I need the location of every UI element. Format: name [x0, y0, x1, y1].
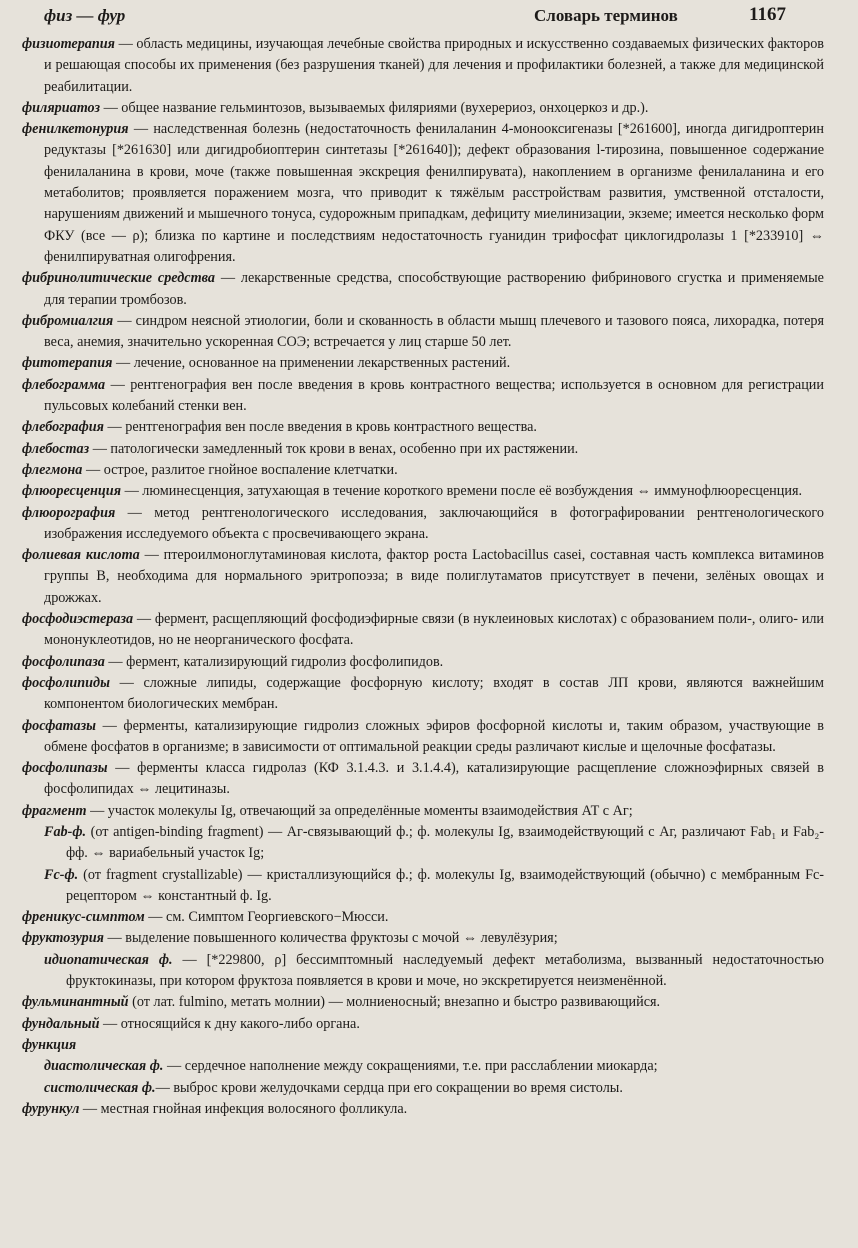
glossary-entry: [22, 801, 824, 822]
glossary-entry: [22, 119, 824, 268]
entry-definition: — область медицины, изучающая лечебные свойства природных и искусственно создаваемых физических факторов и решающая способы их применения (без разрушения тканей) для лечения и профилактики болезней, а также для медицинской реабилитации.: [44, 36, 824, 95]
header-title: Словарь терминов: [534, 6, 678, 25]
glossary-entries: [22, 34, 824, 1120]
glossary-subentry: [22, 950, 824, 993]
glossary-entry: [22, 1099, 824, 1120]
entry-term: фосфатазы: [22, 717, 96, 734]
entry-term: фосфолипиды: [22, 674, 110, 691]
entry-term: фурункул: [22, 1100, 80, 1117]
entry-definition: — выделение повышенного количества фруктозы с мочой ⇔ левулёзурия;: [103, 930, 558, 947]
entry-term: Fc-ф.: [44, 866, 79, 883]
entry-definition: (от fragment crystallizable) — кристаллизующийся ф.; ф. молекулы Ig, взаимодействующий (обычно) с мембранным Fc-рецептором ⇔ константный ф. Ig.: [66, 866, 824, 904]
entry-term: фрагмент: [22, 802, 87, 819]
entry-term: френикус-симптом: [22, 909, 145, 926]
entry-definition: — лечение, основанное на применении лекарственных растений.: [112, 355, 511, 372]
page-number: 1167: [749, 4, 786, 25]
glossary-entry: [22, 460, 824, 481]
glossary-entry: [22, 481, 824, 502]
glossary-entry: [22, 907, 824, 928]
entry-term: функция: [22, 1036, 77, 1053]
glossary-subentry: [22, 865, 824, 908]
entry-definition: — участок молекулы Ig, отвечающий за определённые моменты взаимодействия АТ с Аг;: [86, 802, 633, 819]
glossary-entry: [22, 545, 824, 609]
entry-definition: (от лат. fulmino, метать молнии) — молниеносный; внезапно и быстро развивающийся.: [128, 994, 661, 1011]
glossary-entry: [22, 439, 824, 460]
entry-term: фибринолитические средства: [22, 270, 215, 287]
entry-term: флебограмма: [22, 376, 106, 393]
header-range: физ — фур: [44, 6, 126, 25]
glossary-subentry: [22, 1056, 824, 1077]
entry-definition: — птероилмоноглутаминовая кислота, фактор роста Lactobacillus casei, составная часть комплекса витаминов группы В, необходима для нормального эритропоэза; в виде полиглутаматов присутствует в печени, зелёных овощах и дрожжах.: [44, 547, 824, 606]
entry-term: фосфолипазы: [22, 760, 108, 777]
entry-definition: — синдром неясной этиологии, боли и скованность в области мышц плечевого и тазового пояса, лихорадка, потеря веса, анемия, значительно ускоренная СОЭ; встречается у лиц старше 50 лет.: [44, 312, 824, 351]
glossary-entry: [22, 928, 824, 949]
entry-term: фитотерапия: [22, 355, 113, 372]
entry-term: флебография: [22, 419, 104, 436]
entry-term: флюорография: [22, 504, 116, 521]
entry-definition: — [*229800, ρ] бессимптомный наследуемый дефект метаболизма, вызванный недостаточностью фруктокиназы, при котором фруктоза появляется в крови и моче, но экскретируется неизменённой.: [66, 951, 824, 990]
entry-term: фолиевая кислота: [22, 547, 140, 564]
entry-term: флегмона: [22, 461, 83, 478]
entry-definition: — лекарственные средства, способствующие растворению фибринового сгустка и применяемые для терапии тромбозов.: [44, 270, 824, 308]
glossary-entry: [22, 417, 824, 438]
glossary-entry: [22, 652, 824, 673]
entry-term: фруктозурия: [22, 930, 104, 947]
glossary-subentry: [22, 1078, 824, 1099]
glossary-entry: [22, 375, 824, 418]
glossary-entry: [22, 34, 824, 98]
entry-term: идиопатическая ф.: [44, 951, 173, 968]
entry-definition: — метод рентгенологического исследования, заключающийся в фотографировании рентгенологического изображения исследуемого объекта с просвечивающего экрана.: [44, 504, 824, 542]
entry-definition: — наследственная болезнь (недостаточность фенилаланин 4-монооксигеназы [*261600], иногда дигидроптерин редуктазы [*261630] или дигидробиоптерин синтетазы [*261640]); дефект образования l-тирозина, повышенное содержание фенилаланина в крови, моче (также повышенная экскреция фенилпирувата), накоплением в организме фенилаланина и его метаболитов; проявляется поражением мозга, что приводит к тяжёлым расстройствам развития, умственной отсталости, нарушениям движений и мышечного тонуса, судорожным припадкам, дефициту миелинизации, экземе; имеется несколько форм ФКУ (все — ρ); близка по картине и последствиям недостаточность гуанидин трифосфат циклогидролазы 1 [*233910] ⇔ фенилпируватная олигофрения.: [44, 121, 824, 265]
entry-definition: — сложные липиды, содержащие фосфорную кислоту; входят в состав ЛП крови, являются важнейшим компонентом биологических мембран.: [44, 674, 824, 713]
entry-term: фенилкетонурия: [22, 121, 129, 138]
entry-definition: — ферменты, катализирующие гидролиз сложных эфиров фосфорной кислоты и, таким образом, участвующие в обмене фосфатов в организме; в зависимости от оптимальной реакции среды различают кислые и щелочные фосфатазы.: [44, 717, 824, 755]
entry-definition: (от antigen-binding fragment) — Аг-связывающий ф.; ф. молекулы Ig, взаимодействующий с Аг, различают Fab₁ и Fab₂-фф. ⇔ вариабельный участок Ig;: [66, 823, 824, 862]
entry-definition: — рентгенография вен после введения в кровь контрастного вещества; используется в основном для регистрации пульсовых колебаний стенки вен.: [44, 376, 824, 415]
entry-term: систолическая ф.: [44, 1079, 156, 1096]
glossary-entry: [22, 1035, 824, 1056]
entry-definition: — патологически замедленный ток крови в венах, особенно при их растяжении.: [89, 440, 579, 457]
glossary-entry: [22, 992, 824, 1013]
page-header: [22, 0, 824, 34]
glossary-entry: [22, 609, 824, 652]
entry-definition: — люминесценция, затухающая в течение короткого времени после её возбуждения ⇔ иммунофлюоресценция.: [121, 483, 803, 500]
entry-term: фундальный: [22, 1015, 100, 1032]
entry-definition: — рентгенография вен после введения в кровь контрастного вещества.: [103, 419, 537, 436]
glossary-entry: [22, 503, 824, 546]
entry-definition: — см. Симптом Георгиевского−Мюсси.: [144, 909, 389, 926]
entry-term: филяриатоз: [22, 99, 101, 116]
glossary-entry: [22, 1014, 824, 1035]
entry-definition: — общее название гельминтозов, вызываемых филяриями (вухерериоз, онхоцеркоз и др.).: [100, 99, 649, 116]
glossary-entry: [22, 758, 824, 801]
entry-definition: — сердечное наполнение между сокращениями, т.е. при расслаблении миокарда;: [163, 1058, 658, 1075]
entry-term: фосфолипаза: [22, 653, 105, 670]
entry-definition: — местная гнойная инфекция волосяного фолликула.: [79, 1100, 408, 1117]
glossary-entry: [22, 716, 824, 759]
glossary-subentry: [22, 822, 824, 865]
entry-term: диастолическая ф.: [44, 1058, 164, 1075]
entry-definition: — фермент, расщепляющий фосфодиэфирные связи (в нуклеиновых кислотах) с образованием поли-, олиго- или мононуклеотидов, но не неорганического фосфата.: [44, 611, 824, 649]
entry-term: флюоресценция: [22, 483, 122, 500]
entry-definition: — выброс крови желудочками сердца при его сокращении во время систолы.: [155, 1079, 623, 1096]
glossary-entry: [22, 353, 824, 374]
glossary-entry: [22, 98, 824, 119]
entry-term: физиотерапия: [22, 36, 115, 52]
glossary-entry: [22, 268, 824, 311]
glossary-entry: [22, 311, 824, 354]
entry-definition: — ферменты класса гидролаз (КФ 3.1.4.3. и 3.1.4.4), катализирующие расщепление сложноэфирных связей в фосфолипидах ⇔ лецитиназы.: [44, 760, 824, 798]
entry-term: фибромиалгия: [22, 312, 114, 329]
entry-definition: — фермент, катализирующий гидролиз фосфолипидов.: [104, 653, 444, 670]
entry-definition: — острое, разлитое гнойное воспаление клетчатки.: [82, 461, 398, 478]
entry-term: фосфодиэстераза: [22, 611, 134, 628]
entry-term: Fab-ф.: [44, 823, 87, 840]
glossary-entry: [22, 673, 824, 716]
entry-definition: — относящийся к дну какого-либо органа.: [99, 1015, 360, 1032]
entry-term: флебостаз: [22, 440, 90, 457]
entry-term: фульминантный: [22, 994, 129, 1011]
